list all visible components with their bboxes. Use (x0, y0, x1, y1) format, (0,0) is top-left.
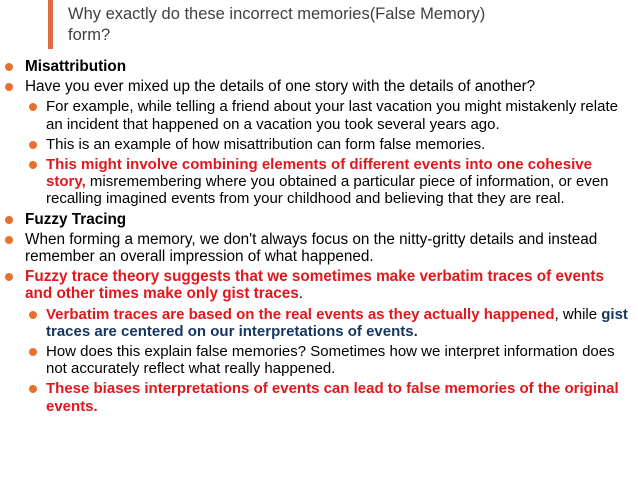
bullet-item (0, 58, 632, 75)
slide-title (68, 4, 608, 46)
slide-title-line-1: Why exactly do these incorrect memories(False Memory) (68, 5, 486, 23)
bullet-item (0, 211, 632, 228)
bullet-text-run: , while (554, 305, 602, 323)
slide-title-line-2: form? (68, 26, 111, 44)
bullet-text-run: . (298, 285, 303, 303)
bullet-dot-icon (29, 161, 37, 169)
bullet-dot-icon (5, 216, 13, 224)
bullet-dot-icon (29, 103, 37, 111)
bullet-text-run: Fuzzy Tracing (25, 210, 127, 228)
bullet-item (0, 268, 632, 302)
bullet-dot-icon (29, 348, 37, 356)
title-accent-bar (48, 0, 53, 49)
bullet-dot-icon (29, 141, 37, 149)
bullet-dot-icon (5, 63, 13, 71)
bullet-item (0, 343, 632, 377)
bullet-text-run: Have you ever mixed up the details of one story with the details of another? (25, 78, 536, 96)
bullet-text-run: Verbatim traces are based on the real events as they actually happened (46, 305, 555, 323)
bullet-text-run: Misattribution (25, 58, 127, 75)
bullet-dot-icon (5, 273, 13, 281)
bullet-dot-icon (29, 311, 37, 319)
bullet-item (0, 231, 632, 265)
slide-body (0, 58, 632, 418)
bullet-text-run: Fuzzy trace theory suggests that we sometimes make verbatim traces of events and other times make only gist traces (25, 268, 604, 303)
bullet-item (0, 306, 632, 340)
bullet-item (0, 136, 632, 153)
bullet-text-run: This might involve combining elements of different events into one cohesive story, (46, 156, 592, 191)
bullet-text-run: misremembering where you obtained a particular piece of information, or even recalling imagined events from your childhood and believing that they are real. (46, 173, 609, 208)
bullet-text-run: This is an example of how misattribution can form false memories. (46, 135, 486, 153)
bullet-text-run: These biases interpretations of events can lead to false memories of the original events. (46, 380, 619, 415)
bullet-text-run: How does this explain false memories? Sometimes how we interpret information does not accurately reflect what really happened. (46, 343, 615, 378)
bullet-dot-icon (29, 385, 37, 393)
bullet-item (0, 98, 632, 132)
bullet-dot-icon (5, 83, 13, 91)
bullet-text-run: For example, while telling a friend about your last vacation you might mistakenly relate an incident that happened on a vacation you took several years ago. (46, 98, 618, 133)
slide-corner (0, 0, 48, 40)
bullet-text-run: When forming a memory, we don't always focus on the nitty-gritty details and instead remember an overall impression of what happened. (25, 230, 598, 266)
bullet-item (0, 380, 632, 414)
bullet-text-run: gist traces are centered on our interpretations of events. (46, 305, 628, 340)
bullet-dot-icon (5, 236, 13, 244)
bullet-item (0, 78, 632, 95)
bullet-item (0, 156, 632, 208)
